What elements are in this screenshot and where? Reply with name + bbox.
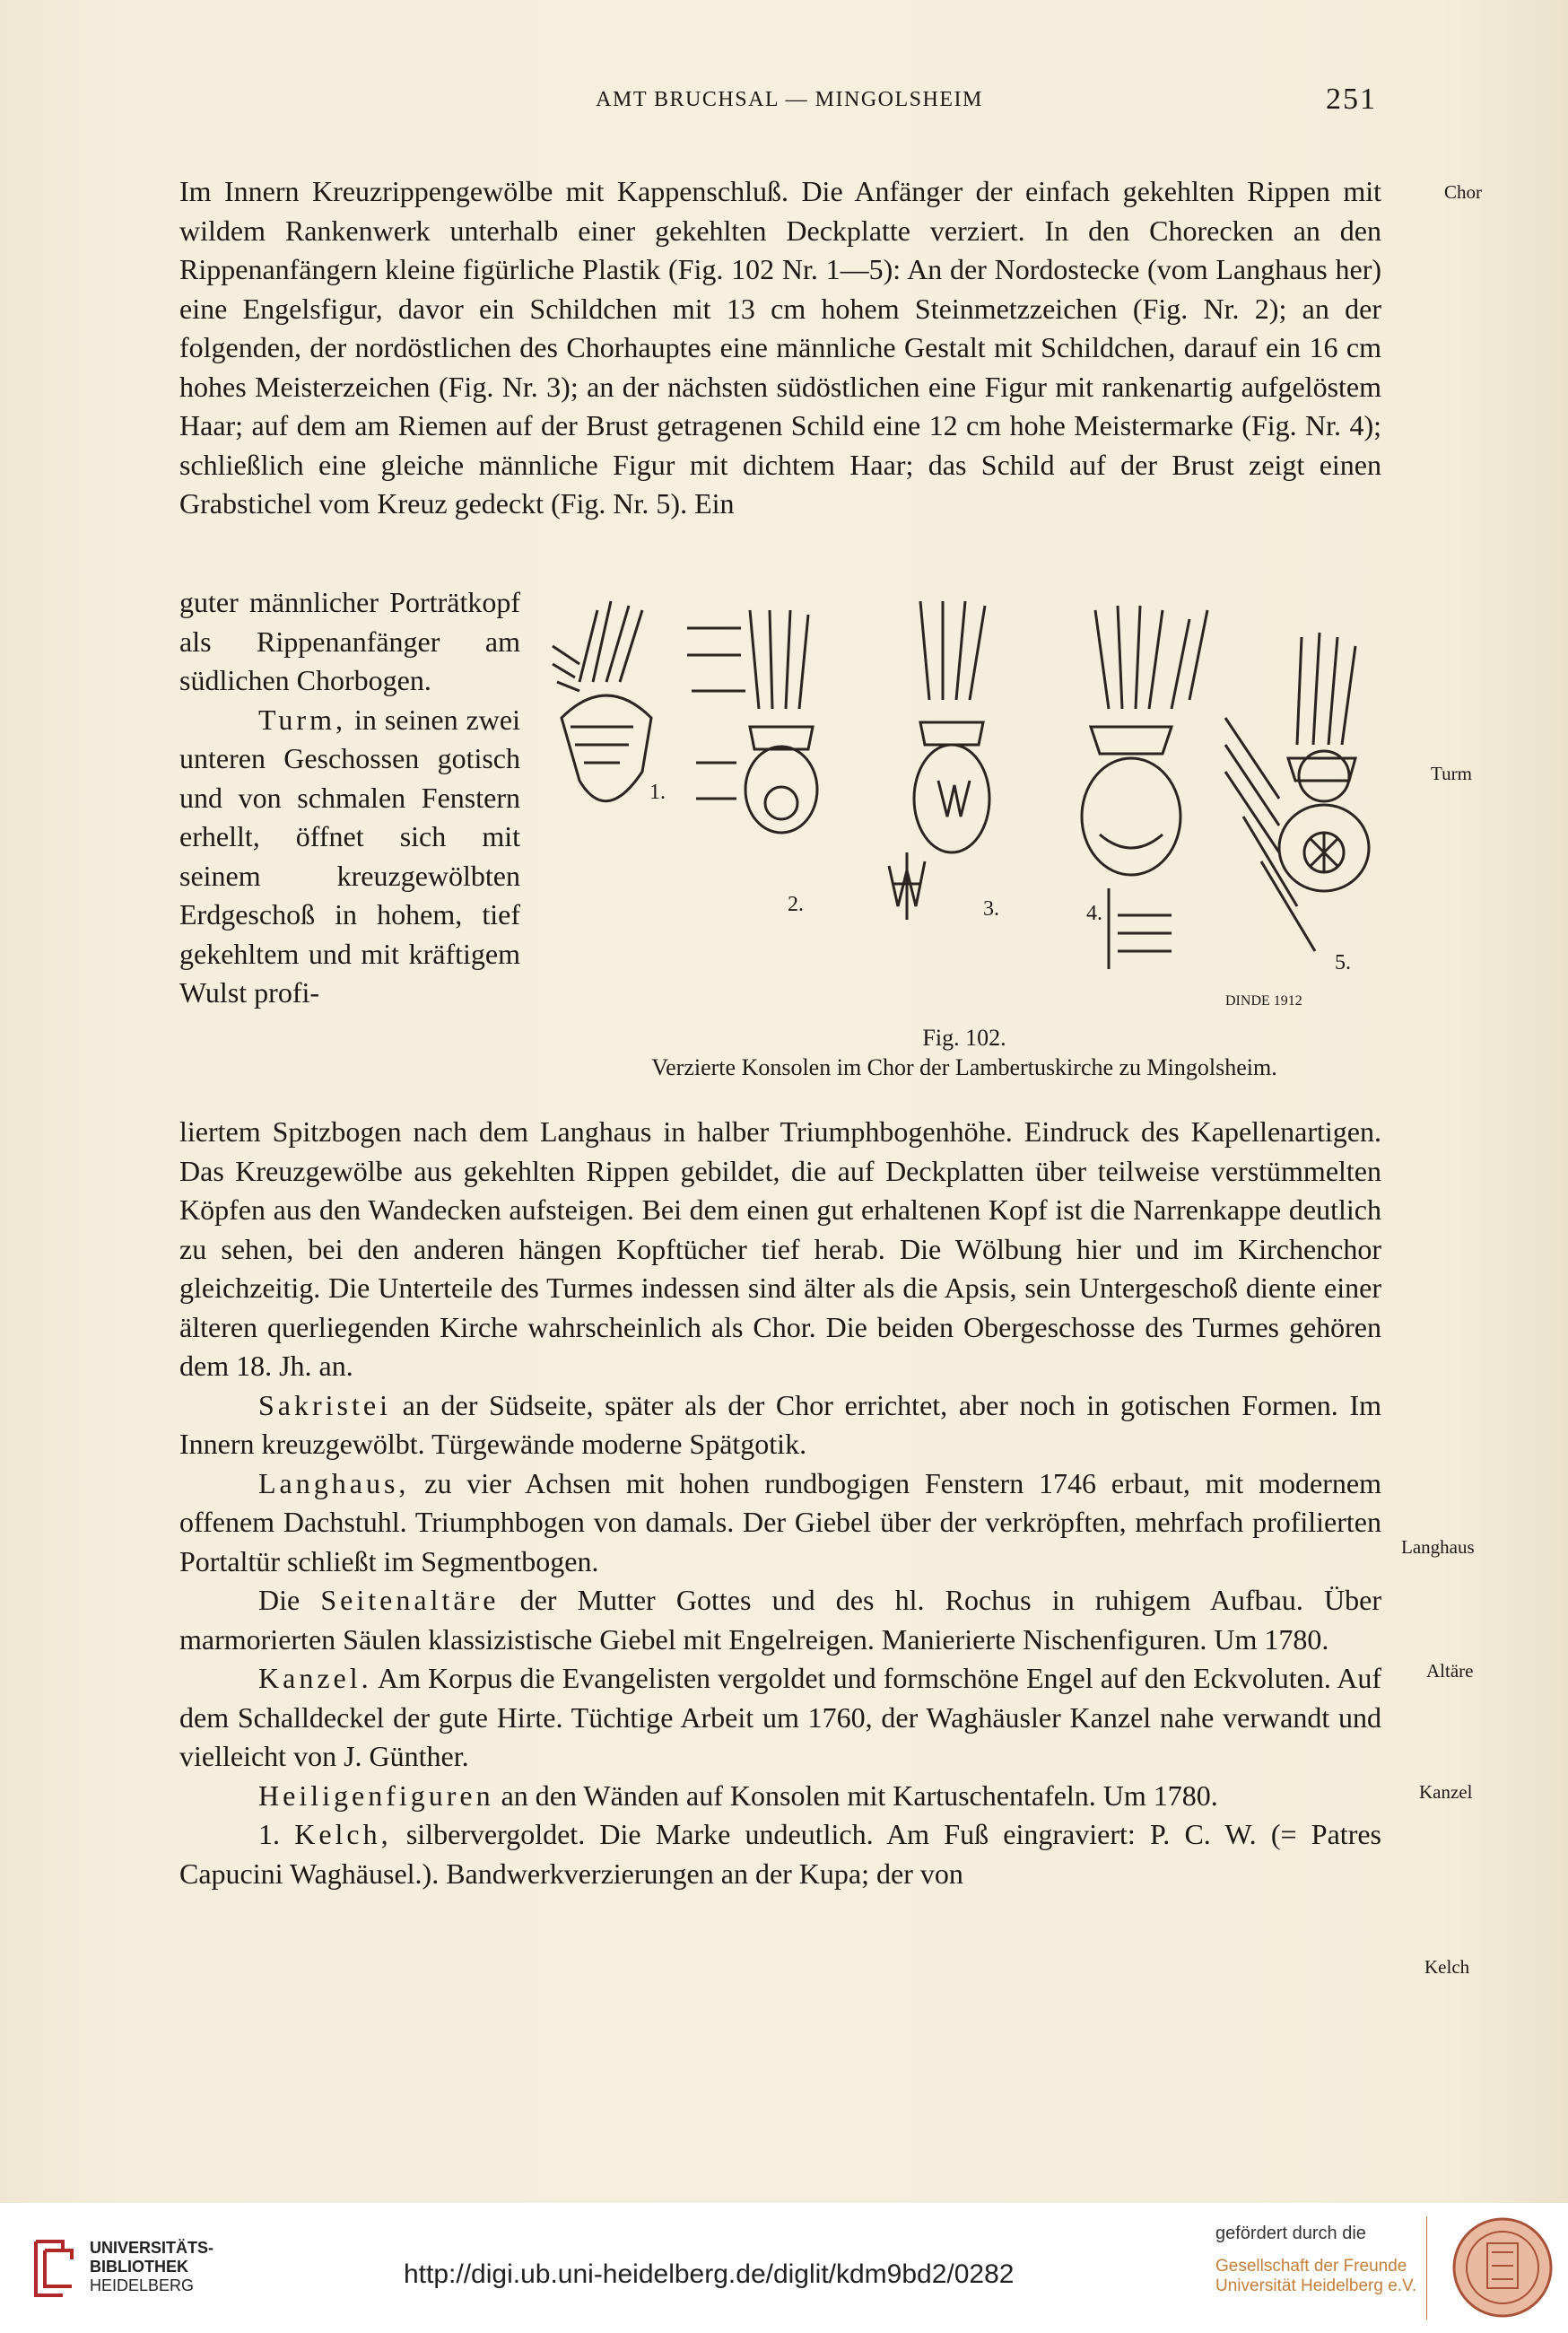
fig-signature: DINDE 1912 [1225, 993, 1302, 1009]
society-line-1: Gesellschaft der Freunde [1215, 2257, 1407, 2276]
paragraph-portrait: guter männlicher Porträtkopf als Rippenanfänger am südlichen Chorbogen. [179, 586, 520, 696]
kanzel-text: Am Korpus die Evangelisten vergoldet und formschöne Engel auf den Eckvoluten. Auf dem Schalldeckel der gute Hirte. Tüchtige Arbeit um 1760, der Waghäusler Kanzel nahe verwandt und vielleicht von J. Günther. [179, 1662, 1381, 1772]
fig-label-3: 3. [983, 897, 999, 921]
paragraph-kelch [179, 1815, 1381, 1893]
langhaus-label: Langhaus, [258, 1466, 410, 1499]
paragraph-heiligenfiguren [179, 1777, 1381, 1816]
running-title: AMT BRUCHSAL — MINGOLSHEIM [596, 88, 983, 111]
society-name [1215, 2257, 1416, 2296]
society-line-2: Universität Heidelberg e.V. [1215, 2276, 1417, 2295]
paragraph-chor: Im Innern Kreuzrippengewölbe mit Kappenschluß. Die Anfänger der einfach gekehlten Rippen mit wildem Rankenwerk unterhalb einer gekehlten Deckplatte verziert. In den Chorecken an den Rippenanfängern kleine figürliche Plastik (Fig. 102 Nr. 1—5): An der Nordostecke (vom Langhaus her) eine Engelsfigur, davor ein Schildchen mit 13 cm hohem Steinmetzzeichen (Fig. Nr. 2); an der folgenden, der nordöstlichen des Chorhauptes eine männliche Gestalt mit Schildchen, darauf ein 16 cm hohes Meisterzeichen (Fig. Nr. 3); an der nächsten südöstlichen eine Figur mit rankenartig aufgelöstem Haar; auf dem am Riemen auf der Brust getragenen Schild eine 12 cm hohe Meistermarke (Fig. Nr. 4); schließlich eine gleiche männliche Figur mit dichtem Haar; das Schild auf der Brust zeigt einen Grabstichel vom Kreuz gedeckt (Fig. Nr. 5). Ein [179, 175, 1381, 520]
permalink-url[interactable]: http://digi.ub.uni-heidelberg.de/diglit/kdm9bd2/0282 [404, 2259, 1015, 2289]
ub-logo-icon [27, 2233, 81, 2304]
console-1 [553, 601, 651, 801]
paragraph-langhaus [179, 1464, 1381, 1582]
digitization-footer [0, 2203, 1568, 2333]
margin-note-chor: Chor [1444, 181, 1482, 203]
fig-label-2: 2. [788, 893, 804, 916]
altaere-pre: Die [258, 1584, 321, 1616]
console-5 [1225, 633, 1369, 951]
paragraph-kanzel [179, 1659, 1381, 1777]
library-name [90, 2239, 213, 2295]
fig-label-4: 4. [1086, 902, 1102, 925]
body-text-top [179, 172, 1381, 524]
paragraph-sakristei [179, 1386, 1381, 1464]
footer-divider [1426, 2216, 1427, 2320]
university-seal-icon [1451, 2216, 1555, 2320]
library-line-2: BIBLIOTHEK [90, 2258, 188, 2276]
margin-note-altaere: Altäre [1426, 1660, 1474, 1682]
body-text-bottom [179, 1113, 1381, 1893]
langhaus-text: zu vier Achsen mit hohen rundbogigen Fenstern 1746 erbaut, mit modernem offenem Dachstuhl. Triumphbogen von damals. Der Giebel über der verkröpften, mehrfach profilierten Portaltür schließt im Segmentbogen. [179, 1466, 1381, 1577]
kelch-label: Kelch, [294, 1818, 392, 1850]
figure-102-consoles [544, 592, 1387, 1014]
heiligen-label: Heiligenfiguren [258, 1778, 494, 1812]
kanzel-label: Kanzel. [258, 1662, 372, 1694]
library-line-3: HEIDELBERG [90, 2276, 195, 2294]
figure-caption: Verzierte Konsolen im Chor der Lambertuskirche zu Mingolsheim. [651, 1054, 1277, 1080]
fig-label-5: 5. [1335, 951, 1351, 974]
margin-note-kelch: Kelch [1424, 1956, 1470, 1978]
turm-label: Turm, [258, 703, 346, 736]
fig-label-1: 1. [649, 781, 666, 804]
paragraph-altaere [179, 1581, 1381, 1659]
margin-note-kanzel: Kanzel [1419, 1781, 1473, 1803]
margin-note-turm: Turm [1431, 763, 1472, 784]
paragraph-turm-start [179, 701, 520, 1013]
heiligen-text: an den Wänden auf Konsolen mit Kartuschentafeln. Um 1780. [493, 1778, 1218, 1812]
sakristei-text: an der Südseite, später als der Chor errichtet, aber noch in gotischen Formen. Im Innern kreuzgewölbt. Türgewände moderne Spätgotik. [179, 1388, 1381, 1460]
console-2 [687, 610, 817, 833]
paragraph-turm-end: liertem Spitzbogen nach dem Langhaus in halber Triumphbogenhöhe. Eindruck des Kapellenartigen. Das Kreuzgewölbe aus gekehlten Rippen gebildet, die auf Deckplatten über teilweise verstümmelten Köpfen aus den Wandecken aufsteigen. Bei dem einen gut erhaltenen Kopf ist die Narrenkappe deutlich zu sehen, bei den anderen hängen Kopftücher tief herab. Die Wölbung hier und im Kirchenchor gleichzeitig. Die Unterteile des Turmes indessen sind älter als die Apsis, sein Untergeschoß diente einer älteren querliegenden Kirche wahrscheinlich als Chor. Die beiden Obergeschosse des Turmes gehören dem 18. Jh. an. [179, 1115, 1381, 1382]
seitenaltaere-label: Seitenaltäre [320, 1584, 500, 1616]
margin-note-langhaus: Langhaus [1401, 1536, 1475, 1558]
sakristei-label: Sakristei [258, 1388, 391, 1421]
funded-by-text: gefördert durch die [1215, 2224, 1366, 2243]
console-3 [889, 601, 989, 920]
kelch-pre: 1. [258, 1818, 295, 1850]
kelch-text: silbervergoldet. Die Marke undeutlich. Am Fuß eingraviert: P. C. W. (= Patres Capucini Waghäusel.). Bandwerkverzierungen an der Kupa; der von [179, 1818, 1382, 1890]
turm-text: in seinen zwei unteren Geschossen gotisch und von schmalen Fenstern erhellt, öffnet sich mit seinem kreuzgewölbten Erdgeschoß in hohem, tief gekehltem und mit kräftigem Wulst profi- [179, 703, 520, 1009]
page-number: 251 [1326, 83, 1377, 116]
library-line-1: UNIVERSITÄTS- [90, 2239, 214, 2257]
figure-number: Fig. 102. [922, 1025, 1006, 1051]
altaere-text: der Mutter Gottes und des hl. Rochus in ruhigem Aufbau. Über marmorierten Säulen klassizistische Giebel mit Engelreigen. Manierierte Nischenfiguren. Um 1780. [179, 1584, 1382, 1656]
figure-caption-block [538, 1023, 1390, 1082]
body-text-narrow [179, 583, 520, 1013]
